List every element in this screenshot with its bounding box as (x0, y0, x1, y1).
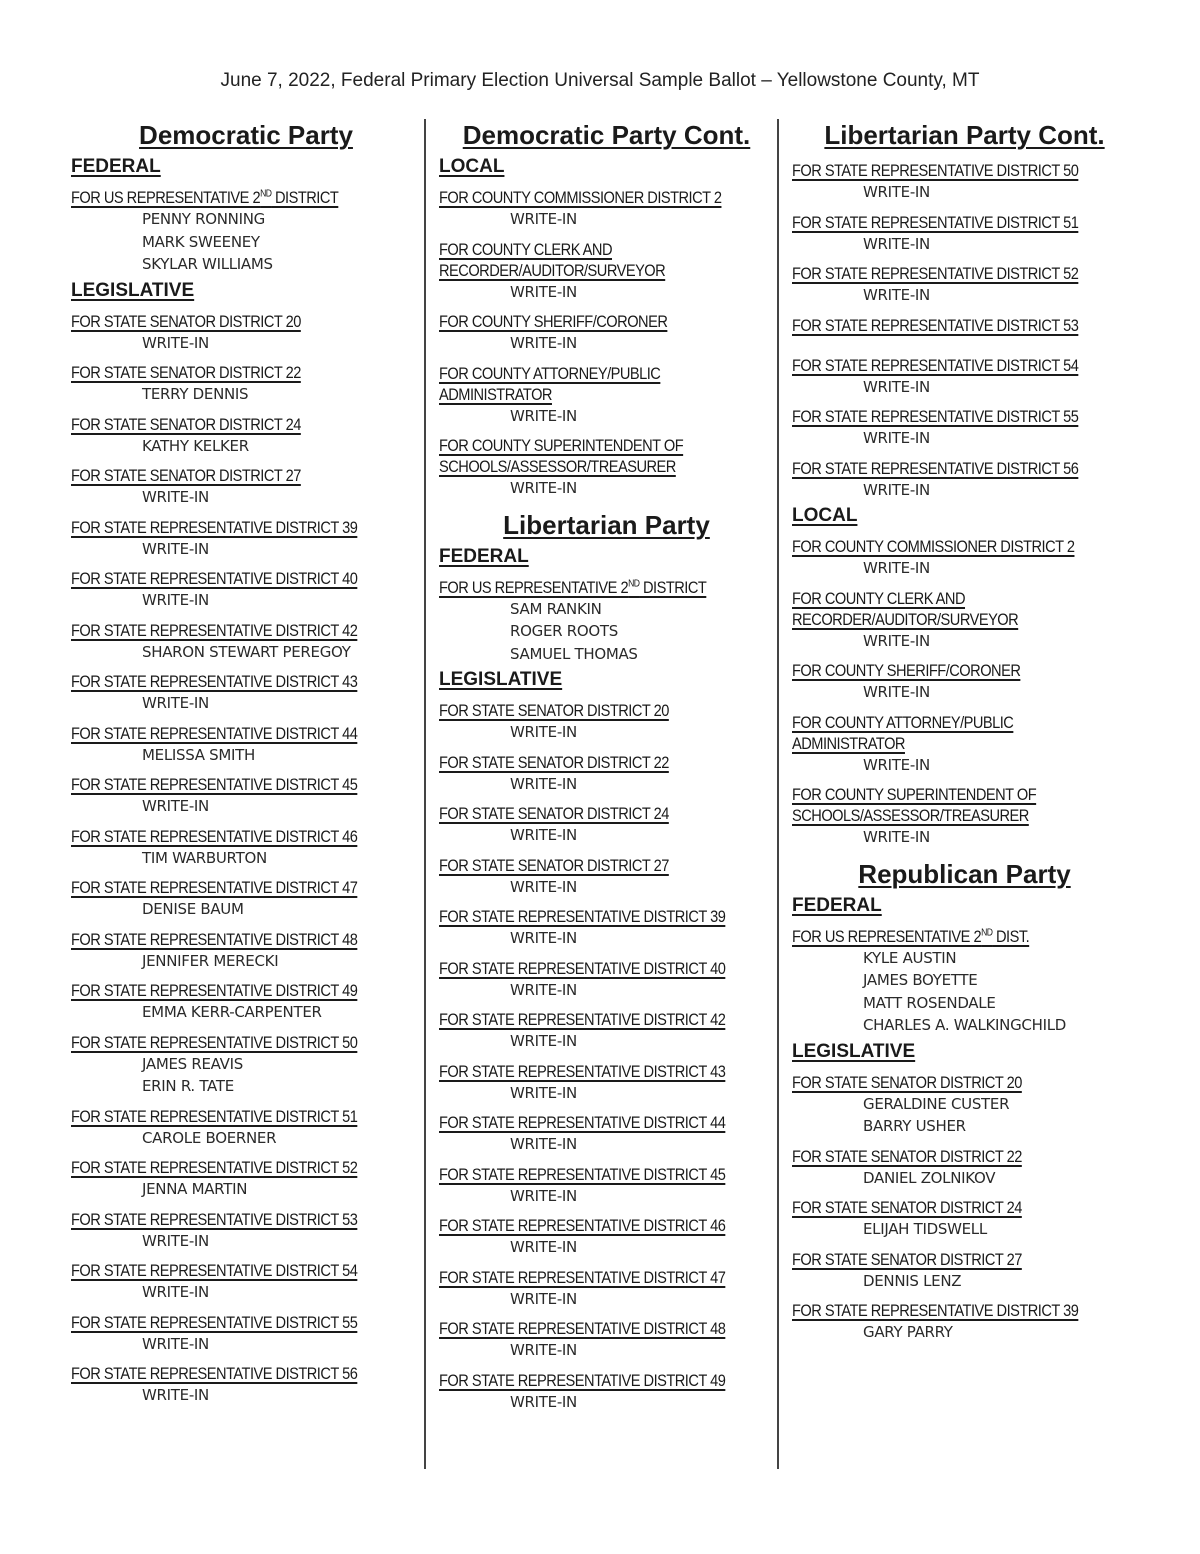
contest (439, 752, 774, 796)
office-title: FOR STATE REPRESENTATIVE DISTRICT 46 (439, 1216, 726, 1235)
contest (792, 1249, 1137, 1293)
candidate-name: WRITE-IN (863, 377, 930, 396)
contest (792, 660, 1137, 704)
contest (792, 1197, 1137, 1241)
candidate-name: TERRY DENNIS (142, 385, 249, 403)
ballot-column-2 (439, 118, 774, 1413)
candidate-name: WRITE-IN (863, 755, 930, 774)
candidate-name: EMMA KERR-CARPENTER (142, 1003, 322, 1021)
office-title: FOR STATE SENATOR DISTRICT 20 (792, 1072, 1022, 1092)
office-title: FOR US REPRESENTATIVE 2ND DISTRICT (71, 188, 339, 207)
candidate-name: WRITE-IN (863, 480, 930, 499)
candidate-name: SKYLAR WILLIAMS (142, 255, 273, 273)
office-title: ADMINISTRATOR (792, 733, 905, 753)
contest (439, 1061, 774, 1105)
office-title: FOR STATE SENATOR DISTRICT 22 (792, 1146, 1022, 1166)
candidate-name: WRITE-IN (863, 183, 930, 201)
empty-candidate-space (792, 336, 1137, 347)
section-heading: LOCAL (792, 505, 858, 526)
candidate-name: WRITE-IN (863, 286, 930, 304)
candidate-name: KYLE AUSTIN (863, 948, 957, 967)
ballot-column-1 (71, 118, 421, 1407)
column-divider (424, 119, 426, 1469)
section-heading: LEGISLATIVE (439, 669, 563, 690)
contest (439, 435, 774, 500)
candidate-name: WRITE-IN (510, 980, 577, 999)
candidate-name: WRITE-IN (510, 334, 577, 352)
office-title: FOR COUNTY ATTORNEY/PUBLIC (792, 712, 1014, 732)
section-heading: LEGISLATIVE (792, 1040, 916, 1062)
page-title: June 7, 2022, Federal Primary Election Universal Sample Ballot – Yellowstone County, MT (220, 70, 980, 91)
section-heading: FEDERAL (71, 156, 161, 177)
candidate-name: WRITE-IN (510, 282, 577, 301)
office-title: FOR STATE REPRESENTATIVE DISTRICT 47 (71, 878, 358, 897)
candidate-name: WRITE-IN (142, 333, 209, 352)
office-title: FOR STATE SENATOR DISTRICT 24 (792, 1198, 1022, 1217)
contest (71, 187, 421, 276)
contest (792, 212, 1137, 256)
party-heading: Republican Party (858, 858, 1071, 889)
candidate-name: ELIJAH TIDSWELL (863, 1220, 987, 1238)
contest (71, 774, 421, 818)
candidate-name: WRITE-IN (510, 1186, 577, 1205)
office-title: FOR STATE REPRESENTATIVE DISTRICT 51 (71, 1106, 358, 1126)
candidate-name: WRITE-IN (510, 774, 577, 793)
contest (792, 588, 1137, 653)
party-heading: Democratic Party (139, 120, 353, 150)
candidate-name: JENNIFER MERECKI (142, 951, 279, 970)
candidate-name: WRITE-IN (510, 210, 577, 228)
office-title: FOR COUNTY SUPERINTENDENT OF (792, 785, 1037, 804)
candidate-name: WRITE-IN (863, 234, 930, 253)
office-title: FOR STATE SENATOR DISTRICT 20 (71, 311, 301, 331)
party-heading: Democratic Party Cont. (462, 120, 751, 150)
contest (792, 160, 1137, 204)
office-title: FOR STATE SENATOR DISTRICT 22 (439, 752, 669, 772)
section-heading: LOCAL (439, 156, 505, 177)
office-title: FOR STATE REPRESENTATIVE DISTRICT 42 (71, 620, 358, 640)
candidate-name: WRITE-IN (863, 631, 930, 650)
candidate-name: DANIEL ZOLNIKOV (863, 1168, 996, 1187)
candidate-name: WRITE-IN (510, 1135, 577, 1153)
contest (71, 1157, 421, 1201)
candidate-name: WRITE-IN (142, 1283, 209, 1301)
office-title: FOR STATE REPRESENTATIVE DISTRICT 40 (71, 569, 358, 588)
office-title: FOR COUNTY COMMISSIONER DISTRICT 2 (792, 537, 1075, 556)
contest (792, 784, 1137, 849)
contest (792, 712, 1137, 777)
office-title: FOR STATE REPRESENTATIVE DISTRICT 39 (71, 517, 358, 537)
candidate-name: WRITE-IN (510, 1032, 577, 1050)
office-title: FOR STATE REPRESENTATIVE DISTRICT 49 (71, 981, 358, 1000)
office-title: FOR STATE REPRESENTATIVE DISTRICT 56 (792, 458, 1079, 478)
office-title: FOR STATE REPRESENTATIVE DISTRICT 48 (71, 929, 358, 949)
office-title: FOR STATE REPRESENTATIVE DISTRICT 48 (439, 1319, 726, 1338)
candidate-name: WRITE-IN (863, 683, 930, 701)
office-title: FOR STATE REPRESENTATIVE DISTRICT 50 (71, 1032, 358, 1052)
office-title: FOR STATE SENATOR DISTRICT 22 (71, 363, 301, 382)
contest (71, 1260, 421, 1304)
office-title: FOR STATE SENATOR DISTRICT 27 (792, 1249, 1022, 1269)
candidate-name: ROGER ROOTS (510, 622, 618, 640)
candidate-name: ERIN R. TATE (142, 1077, 234, 1095)
candidate-name: SAMUEL THOMAS (510, 644, 638, 663)
office-title: FOR STATE REPRESENTATIVE DISTRICT 40 (439, 958, 726, 978)
candidate-name: WRITE-IN (142, 591, 209, 609)
office-title: FOR COUNTY CLERK AND (439, 239, 613, 259)
office-title: FOR STATE REPRESENTATIVE DISTRICT 39 (439, 907, 726, 926)
contest (71, 414, 421, 458)
office-title: FOR STATE REPRESENTATIVE DISTRICT 56 (71, 1364, 358, 1383)
office-title: FOR STATE REPRESENTATIVE DISTRICT 43 (439, 1061, 726, 1081)
office-title: FOR STATE REPRESENTATIVE DISTRICT 49 (439, 1370, 726, 1390)
candidate-name: WRITE-IN (510, 1289, 577, 1308)
contest (71, 877, 421, 921)
office-title: FOR STATE REPRESENTATIVE DISTRICT 45 (439, 1164, 726, 1184)
contest (792, 406, 1137, 450)
candidate-name: WRITE-IN (510, 826, 577, 844)
candidate-name: DENISE BAUM (142, 900, 244, 918)
office-title: FOR STATE REPRESENTATIVE DISTRICT 39 (792, 1301, 1079, 1320)
contest (792, 1300, 1137, 1344)
candidate-name: WRITE-IN (510, 877, 577, 896)
office-title: FOR STATE REPRESENTATIVE DISTRICT 46 (71, 826, 358, 846)
contest (71, 1209, 421, 1253)
candidate-name: MELISSA SMITH (142, 745, 255, 764)
office-title: FOR STATE REPRESENTATIVE DISTRICT 44 (439, 1113, 726, 1132)
contest (439, 1112, 774, 1156)
office-title: FOR STATE REPRESENTATIVE DISTRICT 42 (439, 1010, 726, 1029)
ballot-column-3 (792, 118, 1137, 1344)
ordinal-suffix: ND (981, 926, 993, 938)
office-title: FOR STATE REPRESENTATIVE DISTRICT 43 (71, 672, 358, 691)
candidate-name: WRITE-IN (510, 1392, 577, 1411)
contest (792, 458, 1137, 502)
office-title: FOR STATE REPRESENTATIVE DISTRICT 54 (792, 355, 1079, 375)
contest (792, 1146, 1137, 1190)
contest (71, 620, 421, 664)
office-title: RECORDER/AUDITOR/SURVEYOR (439, 260, 666, 280)
candidate-name: WRITE-IN (142, 1334, 209, 1353)
candidate-name: GARY PARRY (863, 1323, 953, 1341)
candidate-name: MARK SWEENEY (142, 232, 260, 251)
office-title: FOR STATE SENATOR DISTRICT 24 (439, 804, 669, 823)
office-title: SCHOOLS/ASSESSOR/TREASURER (792, 806, 1029, 825)
contest (71, 517, 421, 561)
office-title: FOR STATE REPRESENTATIVE DISTRICT 45 (71, 775, 358, 794)
party-heading: Libertarian Party (503, 509, 710, 540)
office-title: FOR STATE REPRESENTATIVE DISTRICT 55 (792, 407, 1079, 426)
candidate-name: SHARON STEWART PEREGOY (142, 642, 351, 661)
contest (439, 311, 774, 355)
office-title: FOR US REPRESENTATIVE 2ND DIST. (792, 926, 1030, 946)
candidate-name: BARRY USHER (863, 1117, 966, 1135)
office-title: FOR STATE REPRESENTATIVE DISTRICT 50 (792, 161, 1079, 180)
candidate-name: WRITE-IN (863, 559, 930, 577)
contest (439, 1267, 774, 1311)
office-title: FOR COUNTY CLERK AND (792, 588, 966, 608)
office-title: FOR COUNTY SUPERINTENDENT OF (439, 436, 684, 455)
candidate-name: WRITE-IN (863, 429, 930, 447)
contest (439, 1164, 774, 1208)
section-heading: FEDERAL (439, 545, 529, 567)
candidate-name: WRITE-IN (510, 479, 577, 497)
office-title: FOR STATE SENATOR DISTRICT 27 (71, 466, 301, 485)
candidate-name: WRITE-IN (510, 929, 577, 947)
contest (439, 958, 774, 1002)
section-heading: LEGISLATIVE (71, 279, 195, 301)
contest (71, 568, 421, 612)
contest (71, 1032, 421, 1098)
office-title: FOR COUNTY SHERIFF/CORONER (439, 312, 668, 331)
office-title: FOR COUNTY COMMISSIONER DISTRICT 2 (439, 188, 722, 207)
contest (439, 1370, 774, 1414)
office-title: SCHOOLS/ASSESSOR/TREASURER (439, 457, 676, 476)
contest (792, 926, 1137, 1037)
office-title: ADMINISTRATOR (439, 384, 552, 404)
candidate-name: WRITE-IN (142, 694, 209, 712)
ordinal-suffix: ND (628, 577, 640, 589)
office-title: FOR COUNTY SHERIFF/CORONER (792, 661, 1021, 680)
contest (71, 1106, 421, 1150)
candidate-name: MATT ROSENDALE (863, 993, 996, 1012)
contest (439, 239, 774, 304)
office-title: FOR STATE SENATOR DISTRICT 27 (439, 855, 669, 875)
contest (71, 1363, 421, 1407)
candidate-name: WRITE-IN (510, 1238, 577, 1256)
contest (71, 929, 421, 973)
office-title: FOR STATE REPRESENTATIVE DISTRICT 52 (792, 264, 1079, 283)
candidate-name: WRITE-IN (142, 797, 209, 815)
contest (71, 465, 421, 509)
contest (439, 577, 774, 666)
office-title: FOR STATE REPRESENTATIVE DISTRICT 53 (792, 315, 1079, 335)
candidate-name: SAM RANKIN (510, 599, 602, 618)
candidate-name: WRITE-IN (142, 1386, 209, 1404)
office-title: FOR STATE SENATOR DISTRICT 24 (71, 414, 301, 434)
contest (439, 363, 774, 428)
contest (439, 1009, 774, 1053)
section-heading: FEDERAL (792, 894, 882, 916)
contest (792, 536, 1137, 580)
candidate-name: DENNIS LENZ (863, 1271, 962, 1290)
candidate-name: JAMES BOYETTE (863, 971, 978, 989)
contest (439, 855, 774, 899)
candidate-name: JENNA MARTIN (142, 1180, 248, 1198)
office-title: FOR STATE REPRESENTATIVE DISTRICT 44 (71, 723, 358, 743)
column-divider (777, 119, 779, 1469)
candidate-name: GERALDINE CUSTER (863, 1094, 1010, 1113)
candidate-name: WRITE-IN (510, 1083, 577, 1102)
office-title: FOR STATE REPRESENTATIVE DISTRICT 54 (71, 1261, 358, 1280)
ordinal-suffix: ND (260, 188, 272, 200)
contest (439, 803, 774, 847)
office-title: FOR COUNTY ATTORNEY/PUBLIC (439, 363, 661, 383)
office-title: FOR STATE REPRESENTATIVE DISTRICT 52 (71, 1158, 358, 1177)
office-title: FOR US REPRESENTATIVE 2ND DISTRICT (439, 577, 707, 597)
candidate-name: WRITE-IN (510, 723, 577, 741)
contest (71, 671, 421, 715)
candidate-name: WRITE-IN (142, 1231, 209, 1250)
candidate-name: WRITE-IN (142, 488, 209, 506)
contest (71, 362, 421, 406)
candidate-name: WRITE-IN (142, 539, 209, 558)
candidate-name: CHARLES A. WALKINGCHILD (863, 1016, 1067, 1034)
contest (71, 980, 421, 1024)
office-title: FOR STATE REPRESENTATIVE DISTRICT 53 (71, 1209, 358, 1229)
contest (71, 723, 421, 767)
contest (71, 1312, 421, 1356)
office-title: FOR STATE SENATOR DISTRICT 20 (439, 701, 669, 720)
candidate-name: WRITE-IN (510, 406, 577, 425)
contest (439, 1318, 774, 1362)
contest (792, 355, 1137, 399)
office-title: FOR STATE REPRESENTATIVE DISTRICT 47 (439, 1267, 726, 1287)
contest (792, 263, 1137, 307)
candidate-name: WRITE-IN (510, 1341, 577, 1359)
candidate-name: CAROLE BOERNER (142, 1128, 277, 1147)
candidate-name: WRITE-IN (863, 828, 930, 846)
contest (439, 700, 774, 744)
contest (71, 311, 421, 355)
office-title: FOR STATE REPRESENTATIVE DISTRICT 51 (792, 212, 1079, 232)
contest (71, 826, 421, 870)
contest (439, 1215, 774, 1259)
party-heading: Libertarian Party Cont. (824, 120, 1105, 150)
contest (792, 1072, 1137, 1138)
office-title: RECORDER/AUDITOR/SURVEYOR (792, 609, 1019, 629)
contest (792, 315, 1137, 347)
candidate-name: KATHY KELKER (142, 436, 249, 455)
contest (439, 906, 774, 950)
candidate-name: PENNY RONNING (142, 210, 265, 228)
candidate-name: TIM WARBURTON (142, 848, 267, 867)
candidate-name: JAMES REAVIS (142, 1054, 243, 1073)
office-title: FOR STATE REPRESENTATIVE DISTRICT 55 (71, 1312, 358, 1332)
contest (439, 187, 774, 231)
